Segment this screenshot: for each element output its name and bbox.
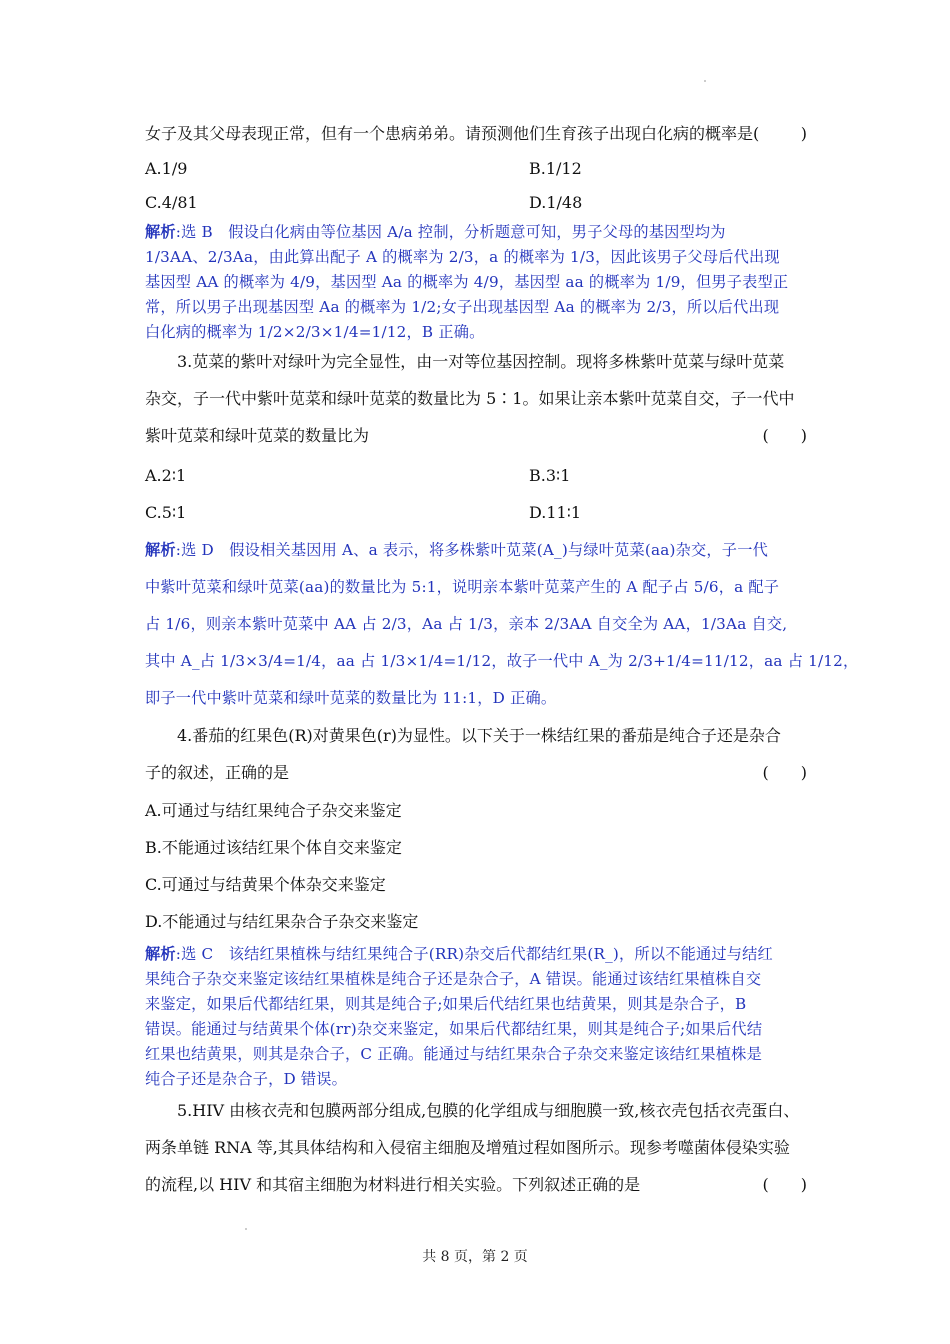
q5-stem-line: 的流程,以 HIV 和其宿主细胞为材料进行相关实验。下列叙述正确的是 ( ) bbox=[145, 1175, 807, 1194]
scan-mark bbox=[245, 1228, 247, 1230]
q4-option-b: B.不能通过该结红果个体自交来鉴定 bbox=[145, 838, 402, 857]
q3-stem-line: 杂交，子一代中紫叶苋菜和绿叶苋菜的数量比为 5∶1。如果让亲本紫叶苋菜自交，子一代中 bbox=[145, 389, 795, 408]
answer-label: 解析 bbox=[145, 541, 176, 559]
q5-stem-line: 两条单链 RNA 等,其具体结构和入侵宿主细胞及增殖过程如图所示。现参考噬菌体侵染实验 bbox=[145, 1138, 790, 1157]
q2-stem: 女子及其父母表现正常，但有一个患病弟弟。请预测他们生育孩子出现白化病的概率是( ) bbox=[145, 124, 807, 143]
q3-option-d: D.11∶1 bbox=[529, 503, 582, 522]
q2-answer-line: 常，所以男子出现基因型 Aa 的概率为 1/2;女子出现基因型 Aa 的概率为 2/3，所以后代出现 bbox=[145, 298, 780, 316]
q3-answer-line: 占 1/6，则亲本紫叶苋菜中 AA 占 2/3，Aa 占 1/3，亲本 2/3AA 自交全为 AA，1/3Aa 自交, bbox=[145, 615, 788, 633]
q2-option-c: C.4/81 bbox=[145, 193, 198, 212]
q4-answer-line: 来鉴定，如果后代都结红果，则其是纯合子;如果后代结红果也结黄果，则其是杂合子，B bbox=[145, 995, 747, 1013]
q2-answer-bracket: ) bbox=[800, 124, 807, 143]
page-footer: 共 8 页，第 2 页 bbox=[422, 1249, 528, 1265]
answer-label: 解析 bbox=[145, 945, 176, 963]
q4-answer-line: 纯合子还是杂合子，D 错误。 bbox=[145, 1070, 348, 1088]
q3-answer-line: 解析:选 D 假设相关基因用 A、a 表示，将多株紫叶苋菜(A_)与绿叶苋菜(aa)杂交，子一代 bbox=[145, 541, 768, 559]
q4-option-a: A.可通过与结红果纯合子杂交来鉴定 bbox=[145, 801, 402, 820]
q4-answer-line: 解析:选 C 该结红果植株与结红果纯合子(RR)杂交后代都结红果(R_)，所以不能通过与结红 bbox=[145, 945, 773, 963]
answer-label: 解析 bbox=[145, 223, 176, 241]
q3-answer-bracket: ( ) bbox=[762, 426, 807, 445]
q3-option-b: B.3∶1 bbox=[529, 466, 571, 485]
q2-answer-line: 基因型 AA 的概率为 4/9，基因型 Aa 的概率为 4/9，基因型 aa 的概率为 1/9，但男子表型正 bbox=[145, 273, 789, 291]
q3-answer-line: 其中 A_占 1/3×3/4=1/4，aa 占 1/3×1/4=1/12，故子一代中 A_为 2/3+1/4=11/12，aa 占 1/12， bbox=[145, 652, 859, 670]
q2-answer-line: 1/3AA、2/3Aa，由此算出配子 A 的概率为 2/3，a 的概率为 1/3，因此该男子父母后代出现 bbox=[145, 248, 780, 266]
q4-answer-line: 错误。能通过与结黄果个体(rr)杂交来鉴定，如果后代都结红果，则其是纯合子;如果后代结 bbox=[145, 1020, 763, 1038]
q4-answer-line: 红果也结黄果，则其是杂合子，C 正确。能通过与结红果杂合子杂交来鉴定该结红果植株是 bbox=[145, 1045, 762, 1063]
q2-option-d: D.1/48 bbox=[529, 193, 583, 212]
q3-stem-line: 3.苋菜的紫叶对绿叶为完全显性，由一对等位基因控制。现将多株紫叶苋菜与绿叶苋菜 bbox=[177, 352, 785, 371]
q3-option-c: C.5∶1 bbox=[145, 503, 187, 522]
q4-answer-bracket: ( ) bbox=[762, 763, 807, 782]
scan-mark bbox=[704, 80, 706, 82]
q5-stem-line: 5.HIV 由核衣壳和包膜两部分组成,包膜的化学组成与细胞膜一致,核衣壳包括衣壳蛋白、 bbox=[177, 1101, 800, 1120]
q4-option-c: C.可通过与结黄果个体杂交来鉴定 bbox=[145, 875, 386, 894]
q2-option-a: A.1/9 bbox=[145, 159, 188, 178]
q5-answer-bracket: ( ) bbox=[762, 1175, 807, 1194]
q4-stem-line: 4.番茄的红果色(R)对黄果色(r)为显性。以下关于一株结红果的番茄是纯合子还是杂合 bbox=[177, 726, 781, 745]
q3-stem-line: 紫叶苋菜和绿叶苋菜的数量比为 ( ) bbox=[145, 426, 807, 445]
q3-option-a: A.2∶1 bbox=[145, 466, 187, 485]
q2-answer-line: 白化病的概率为 1/2×2/3×1/4=1/12，B 正确。 bbox=[145, 323, 485, 341]
q2-answer-line: 解析:选 B 假设白化病由等位基因 A/a 控制，分析题意可知，男子父母的基因型均为 bbox=[145, 223, 726, 241]
q2-option-b: B.1/12 bbox=[529, 159, 582, 178]
q3-answer-line: 即子一代中紫叶苋菜和绿叶苋菜的数量比为 11:1，D 正确。 bbox=[145, 689, 557, 707]
q3-answer-line: 中紫叶苋菜和绿叶苋菜(aa)的数量比为 5:1，说明亲本紫叶苋菜产生的 A 配子占 5/6，a 配子 bbox=[145, 578, 780, 596]
q4-option-d: D.不能通过与结红果杂合子杂交来鉴定 bbox=[145, 912, 419, 931]
q4-stem-line: 子的叙述，正确的是 ( ) bbox=[145, 763, 807, 782]
q4-answer-line: 果纯合子杂交来鉴定该结红果植株是纯合子还是杂合子，A 错误。能通过该结红果植株自交 bbox=[145, 970, 762, 988]
